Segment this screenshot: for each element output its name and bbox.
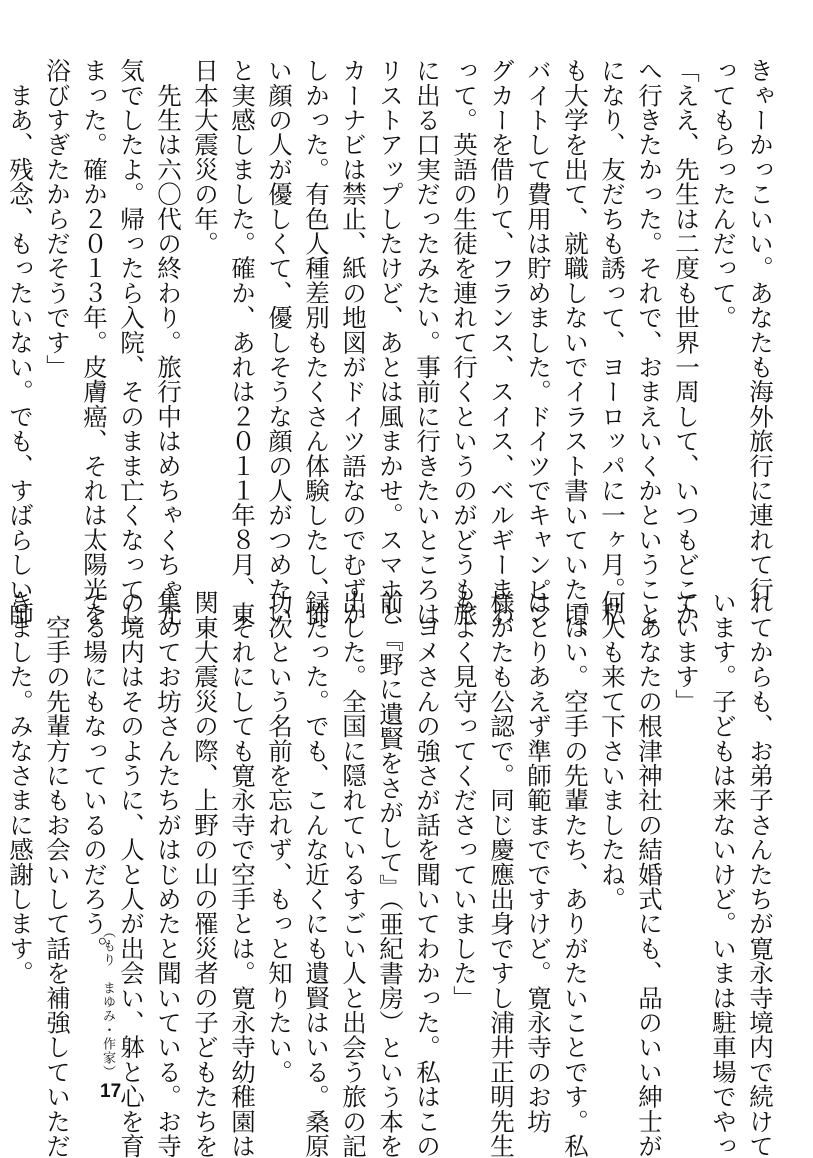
text-line: へ行きたかった。それで、おまえいくかということ (635, 58, 664, 627)
text-line: もよく見守ってくださっていました」 (450, 590, 479, 1010)
page-number: 17 (100, 1081, 122, 1102)
text-line: 集めてお坊さんたちがはじめたと聞いている。お寺 (154, 590, 183, 1158)
text-line: きゃーかっこいい。あなたも海外旅行に連れて行 (746, 58, 775, 602)
text-line: バイトして費用は貯めました。ドイツでキャンピン (524, 58, 553, 627)
text-line: カーナビは禁止、紙の地図がドイツ語なのでむずか (339, 58, 368, 627)
text-line: 先生は六〇代の終わり。旅行中はめちゃくちゃ元 (154, 58, 183, 627)
text-line: てる場にもなっているのだろう。 (80, 590, 109, 961)
text-line: 功次という名前を忘れず、もっと知りたい。 (265, 590, 294, 1084)
text-line: しかった。有色人種差別もたくさん体験したし、怖 (302, 58, 331, 627)
text-line: 気でしたよ。帰ったら入院、そのまま亡くなってし (117, 58, 146, 627)
text-line: と実感しました。確か、あれは２０１１年８月、東 (228, 58, 257, 627)
text-line: 関東大震災の際、上野の山の罹災者の子どもたちを (191, 590, 220, 1158)
text-line: リストアップしたけど、あとは風まかせ。スマホと (376, 58, 405, 627)
text-line: の境内はそのように、人と人が出会い、躰と心を育 (117, 590, 146, 1158)
text-line: 「はい。空手の先輩たち、ありがたいことです。私 (561, 590, 590, 1158)
text-line: あなたの根津神社の結婚式にも、品のいい紳士が (635, 590, 664, 1158)
text-line: 浴びすぎたからだそうです」 (43, 58, 72, 380)
text-line: まあ、残念、もったいない。でも、すばらしい師 (6, 58, 35, 627)
text-line: になり、友だちも誘って、ヨーロッパに一ヶ月。私 (598, 58, 627, 627)
text-line: に出る口実だったみたい。事前に行きたいところは (413, 58, 442, 627)
text-line: も大学を出て、就職しないでイラスト書いていた頃、 (561, 58, 590, 651)
text-line: ヨメさんの強さが話を聞いてわかった。私はこの (413, 590, 442, 1158)
text-line: それにしても寛永寺で空手とは。寛永寺幼稚園は (228, 590, 257, 1158)
author-signature: （もり まゆみ・作家） (100, 925, 115, 1079)
text-line: れてからも、お弟子さんたちが寛永寺境内で続けて (746, 590, 775, 1158)
article-top-section (6, 58, 779, 651)
text-line: い顔の人が優しくて、優しそうな顔の人がつめたい (265, 58, 294, 627)
text-line: きました。みなさまに感謝します。 (6, 590, 35, 986)
text-line: はとりあえず準師範までですけど。寛永寺のお坊 (524, 590, 553, 1134)
text-line: ってもらったんだって。 (709, 58, 738, 330)
text-line: 録だった。でも、こんな近くにも遺賢はいる。桑原 (302, 590, 331, 1158)
text-line (0, 58, 2, 548)
text-line: 何人も来て下さいましたね。 (598, 590, 627, 912)
text-line: 出した。全国に隠れているすごい人と出会う旅の記 (339, 590, 368, 1158)
text-line: 前、『野に遺賢をさがして』（亜紀書房）という本を (376, 590, 405, 1158)
text-line: 空手の先輩方にもお会いして話を補強していただ (43, 590, 72, 1158)
text-line: 「ええ、先生は二度も世界一周して、いつもどこか (672, 58, 701, 627)
text-line: います。子どもは来ないけど。いまは駐車場でやっ (709, 590, 738, 1158)
text-line: 様がたも公認で。同じ慶應出身ですし浦井正明先生 (487, 590, 516, 1158)
text-line: グカーを借りて、フランス、スイス、ベルギーまわ (487, 58, 516, 627)
text-line: って。英語の生徒を連れて行くというのがどうも旅 (450, 58, 479, 627)
text-line: 日本大震災の年。 (191, 58, 220, 256)
text-line: まった。確か２０１３年。皮膚癌、それは太陽光を (80, 58, 109, 627)
text-line: ています」 (672, 590, 701, 714)
